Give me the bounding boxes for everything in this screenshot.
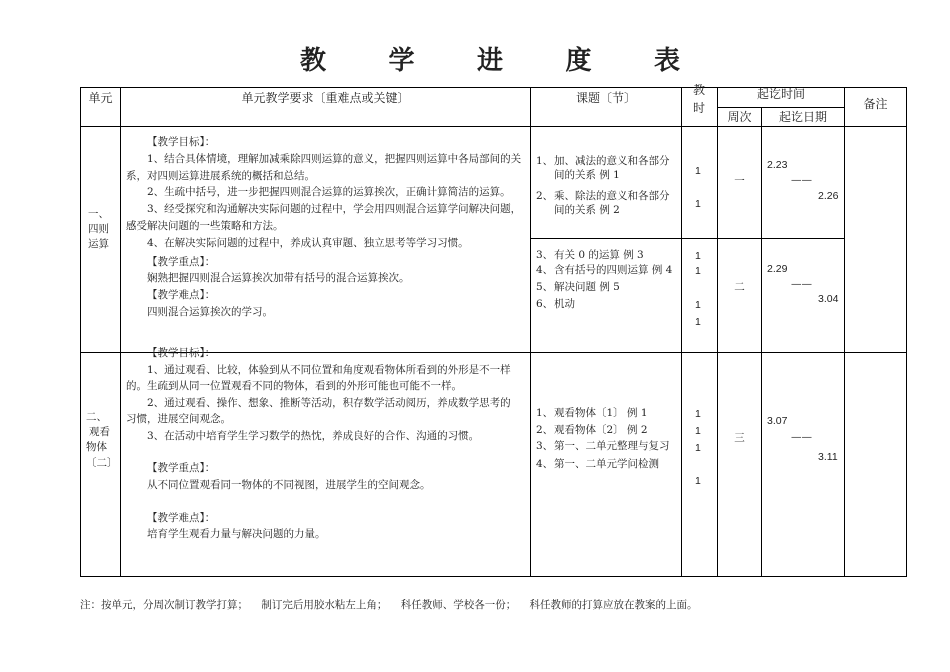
footnote: 注：按单元，分周次制订教学打算； 制订完后用胶水粘左上角； 科任教师、学校各一份； 科任教师的打算应放在教案的上面。 <box>80 599 698 611</box>
header-week: 周次 <box>727 110 752 124</box>
goal-label: 【教学目标】： <box>147 136 216 148</box>
goal-label: 【教学目标】： <box>147 347 216 359</box>
lesson-hours: 1 <box>695 250 701 262</box>
header-remarks: 备注 <box>863 97 888 111</box>
header-requirements: 单元教学要求〔重难点或关键〕 <box>241 91 410 105</box>
goal-item: 3、经受探究和沟通解决实际问题的过程中，学会用四则混合运算学问解决问题，感受解决问题的一些策略和方法。 <box>126 203 522 232</box>
difficulty-text: 四则混合运算挨次的学习。 <box>147 305 273 318</box>
week-number: 二 <box>734 281 745 293</box>
page-title <box>300 40 680 77</box>
unit-requirements <box>126 345 520 543</box>
lesson-hours: 1 <box>695 299 701 311</box>
key-label: 【教学重点】： <box>147 462 216 475</box>
end-date: 3.11 <box>818 451 838 463</box>
lesson-item: 4、 含有括号的四则运算 例 4 <box>536 263 673 276</box>
lesson-hours: 1 <box>695 265 701 277</box>
end-date: 2.26 <box>818 190 839 202</box>
goal-item: 1、结合具体情境，理解加减乘除四则运算的意义，把握四则运算中各局部间的关系，对四则运算进展系统的概括和总结。 <box>126 152 522 182</box>
title-char: 学 <box>388 46 415 76</box>
lesson-hours: 1 <box>695 165 701 177</box>
difficulty-label: 【教学难点】： <box>147 289 216 302</box>
title-char: 表 <box>653 46 680 76</box>
lesson-item: 6、 机动 <box>536 297 575 310</box>
difficulty-label: 【教学难点】： <box>147 511 216 524</box>
lesson-hours: 1 <box>695 198 701 210</box>
lesson-item: 1、 加、减法的意义和各部分间的关系 例 1 <box>536 155 670 181</box>
goal-item: 4、在解决实际问题的过程中，养成认真审题、独立思考等学习习惯。 <box>147 236 469 249</box>
title-char: 度 <box>565 46 592 76</box>
lesson-item: 2、 观看物体〔2〕 例 2 <box>536 423 648 436</box>
lesson-hours: 1 <box>695 475 701 487</box>
unit-name: 二、 观看 物体 〔二〕 <box>86 411 118 469</box>
header-period: 起讫时间 <box>756 87 805 101</box>
date-dash: —— <box>791 174 812 186</box>
week-number: 三 <box>734 432 745 444</box>
goal-item: 2、生疏中括号，进一步把握四则混合运算的运算挨次，正确计算简洁的运算。 <box>147 186 511 199</box>
goal-item: 2、通过观看、操作、想象、推断等活动，积存数学活动阅历，养成数学思考的习惯，进展空间观念。 <box>126 396 511 426</box>
goal-item: 3、在活动中培育学生学习数学的热忱，养成良好的合作、沟通的习惯。 <box>147 429 480 442</box>
lesson-hours: 1 <box>695 442 701 454</box>
title-char: 进 <box>476 46 503 76</box>
lesson-list <box>536 155 678 218</box>
unit-name: 一、 四则 运算 <box>88 208 109 251</box>
header-unit: 单元 <box>88 91 113 105</box>
lesson-item: 4、 第一、二单元学问检测 <box>536 457 659 470</box>
key-text: 从不同位置观看同一物体的不同视图，进展学生的空间观念。 <box>147 479 431 492</box>
lesson-item: 5、 解决问题 例 5 <box>536 281 620 294</box>
lesson-item: 2、 乘、除法的意义和各部分间的关系 例 2 <box>536 190 670 216</box>
unit-requirements <box>126 134 522 321</box>
start-date: 2.23 <box>767 159 788 171</box>
start-date: 3.07 <box>767 415 788 427</box>
week-number: 一 <box>734 175 745 187</box>
lesson-list <box>536 249 680 312</box>
lesson-item: 1、 观看物体〔1〕 例 1 <box>536 407 648 419</box>
header-lesson: 课题〔节〕 <box>575 91 636 105</box>
start-date: 2.29 <box>767 263 788 275</box>
header-dates: 起讫日期 <box>778 110 827 124</box>
title-char: 教 <box>300 46 327 76</box>
lesson-hours: 1 <box>695 316 701 328</box>
difficulty-text: 培育学生观看力量与解决问题的力量。 <box>147 528 326 541</box>
key-label: 【教学重点】： <box>147 255 216 268</box>
end-date: 3.04 <box>818 293 839 305</box>
lesson-list <box>536 407 680 472</box>
key-text: 娴熟把握四则混合运算挨次加带有括号的混合运算挨次。 <box>147 272 410 285</box>
date-dash: —— <box>791 431 812 443</box>
date-dash: —— <box>791 278 812 290</box>
goal-item: 1、通过观看、比较，体验到从不同位置和角度观看物体所看到的外形是不一样的。生疏到从同一位置观看不同的物体，看到的外形可能也可能不一样。 <box>126 363 511 393</box>
lesson-item: 3、 第一、二单元整理与复习 <box>536 440 670 453</box>
lesson-item: 3、 有关 0 的运算 例 3 <box>536 249 644 261</box>
header-hours: 教时 <box>692 83 705 115</box>
lesson-hours: 1 <box>695 425 701 437</box>
lesson-hours: 1 <box>695 408 701 420</box>
